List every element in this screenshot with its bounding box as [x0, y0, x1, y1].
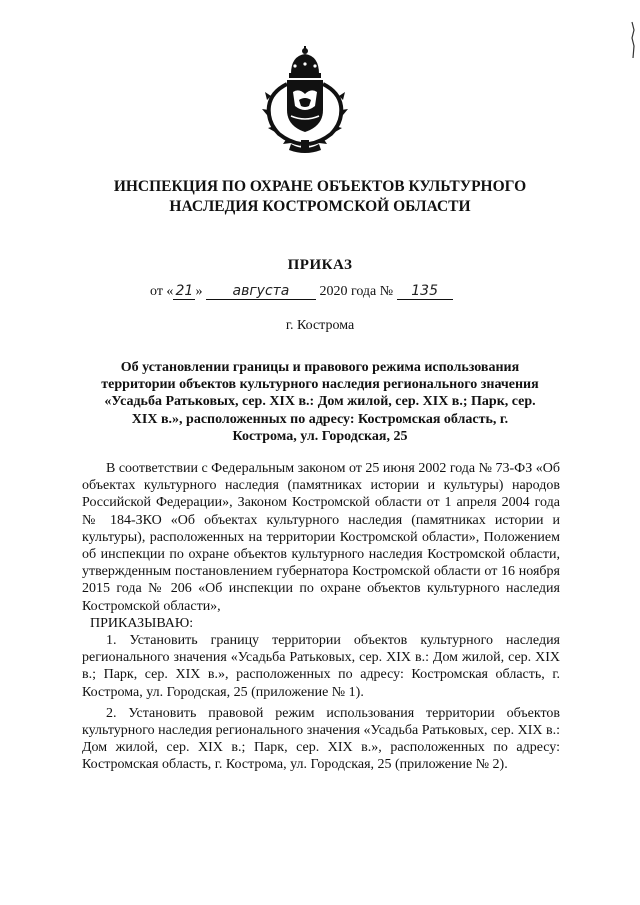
organization-title	[60, 177, 580, 217]
handwritten-number: 135	[397, 283, 453, 300]
date-mid: »	[195, 284, 203, 299]
date-prefix: от «	[150, 284, 174, 299]
date-number-line	[150, 283, 490, 305]
year-and-number-label: 2020 года №	[319, 284, 394, 299]
order-subject: Об установлении границы и правового режима использования территории объектов культурного наследия регионального значения «Усадьба Ратьковых, сер. XIX в.: Дом жилой, сер. XIX в.; Парк, сер. XIX в.», расположенных по адресу: Костромская область, г. Кострома, ул. Городская, 25	[101, 360, 539, 444]
order-item-1: 1. Установить границу территории объектов культурного наследия регионального значения «Усадьба Ратьковых, сер. XIX в.: Дом жилой, сер. XIX в.; Парк, сер. XIX в.», расположенных по адресу: Костромская область, г. Кострома, ул. Городская, 25 (приложение № 1).	[82, 633, 560, 700]
city-line: г. Кострома	[285, 318, 355, 333]
scan-margin-mark	[628, 20, 638, 60]
preamble-paragraph: В соответствии с Федеральным законом от 25 июня 2002 года № 73-ФЗ «Об объектах культурного наследия (памятниках истории и культуры) народов Российской Федерации», Законом Костромской области от 1 апреля 2004 года № 184-ЗКО «Об объектах культурного наследия (памятниках истории и культуры), расположенных на территории Костромской области», Положением об инспекции по охране объектов культурного наследия Костромской области, утвержденным постановлением губернатора Костромской области от 16 ноября 2015 года № 206 «Об инспекции по охране объектов культурного наследия Костромской области»,	[82, 461, 560, 614]
order-word: ПРИКАЗЫВАЮ:	[90, 615, 194, 631]
organization-title-line1: ИНСПЕКЦИЯ ПО ОХРАНЕ ОБЪЕКТОВ КУЛЬТУРНОГО	[113, 178, 527, 195]
order-body	[82, 460, 560, 774]
handwritten-month: августа	[206, 283, 316, 300]
handwritten-day: 21	[173, 283, 195, 300]
order-item-2: 2. Установить правовой режим использования территории объектов культурного наследия регионального значения «Усадьба Ратьковых, сер. XIX в.: Дом жилой, сер. XIX в.; Парк, сер. XIX в.», расположенных по адресу: Костромская область, г. Кострома, ул. Городская, 25 (приложение № 2).	[82, 705, 560, 773]
organization-title-line2: НАСЛЕДИЯ КОСТРОМСКОЙ ОБЛАСТИ	[169, 198, 471, 215]
coat-of-arms-icon	[261, 44, 349, 156]
document-type: ПРИКАЗ	[287, 257, 353, 273]
